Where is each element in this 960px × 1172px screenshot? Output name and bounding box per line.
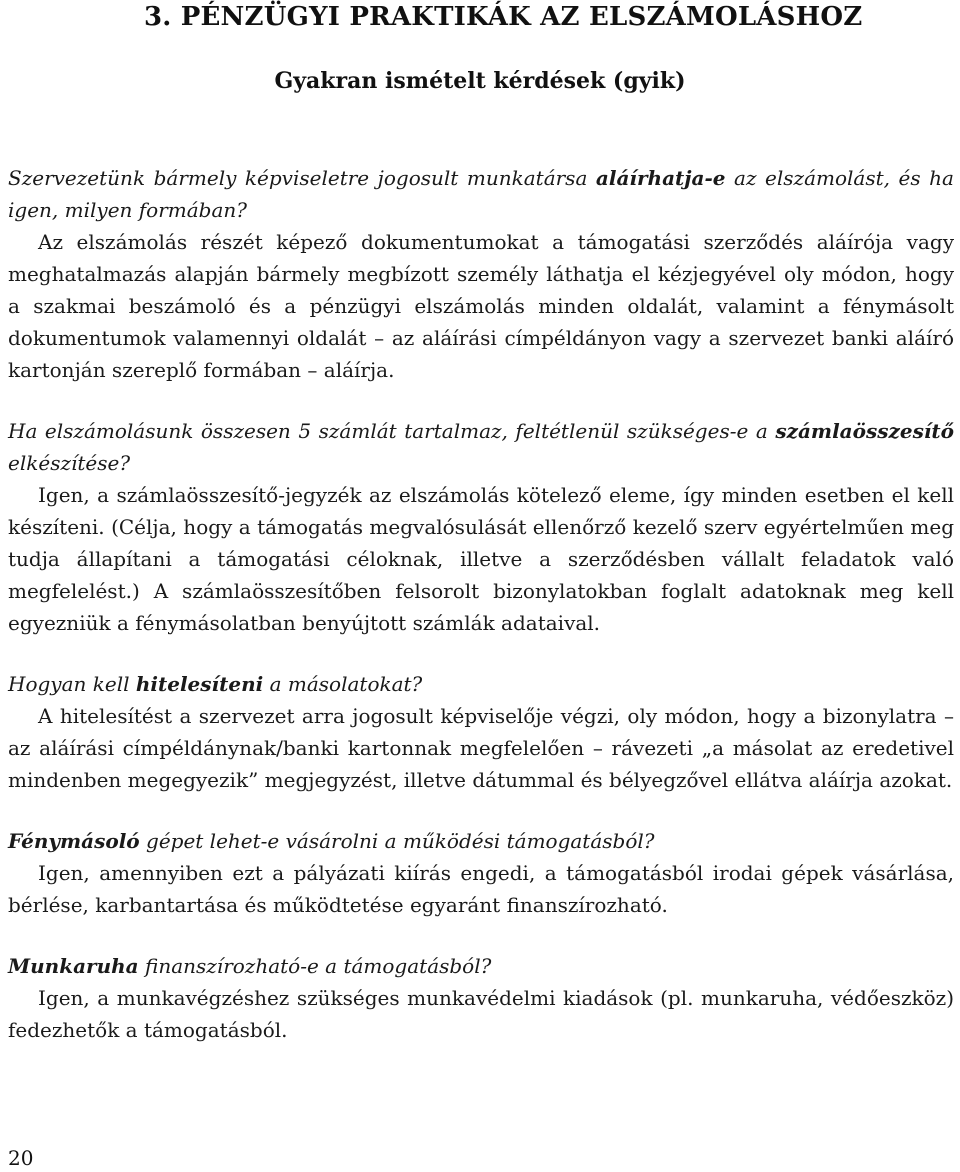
question-text-after: gépet lehet-e vásárolni a működési támogatásból? <box>139 829 655 853</box>
faq-question <box>8 668 954 700</box>
faq-item-signing <box>8 162 954 386</box>
faq-answer: Az elszámolás részét képező dokumentumokat a támogatási szerződés aláírója vagy meghatalmazás alapján bármely megbízott személy láthatja el kézjegyével oly módon, hogy a szakmai beszámoló és a pénzügyi elszámolás minden oldalát, valamint a fénymásolt dokumentumok valamennyi oldalát – az aláírási címpéldányon vagy a szervezet banki aláíró kartonján szereplő formában – aláírja. <box>8 230 954 382</box>
faq-question <box>8 162 954 226</box>
question-keyword: Munkaruha <box>8 954 139 978</box>
question-text-after: a másolatokat? <box>263 672 423 696</box>
faq-answer: Igen, a számlaösszesítő-jegyzék az elszámolás kötelező eleme, így minden esetben el kell készíteni. (Célja, hogy a támogatás megvalósulását ellenőrző kezelő szerv egyértelműen meg tudja állapítani a támogatási céloknak, illetve a szerződésben vállalt feladatok való megfelelést.) A számlaösszesítőben felsorolt bizonylatokban foglalt adatoknak meg kell egyezniük a fénymásolatban benyújtott számlák adataival. <box>8 483 954 635</box>
question-keyword: Fénymásoló <box>8 829 140 853</box>
faq-item-invoice-summary <box>8 415 954 639</box>
faq-answer: Igen, amennyiben ezt a pályázati kiírás engedi, a támogatásból irodai gépek vásárlása, bérlése, karbantartása és működtetése egyaránt finanszírozható. <box>8 861 954 917</box>
question-keyword: számlaösszesítő <box>775 419 954 443</box>
faq-heading: Gyakran ismételt kérdések (gyik) <box>274 68 686 94</box>
faq-item-copier <box>8 825 954 921</box>
question-keyword: hitelesíteni <box>135 672 264 696</box>
faq-item-workwear <box>8 950 954 1046</box>
faq-answer: Igen, a munkavégzéshez szükséges munkavédelmi kiadások (pl. munkaruha, védőeszköz) fedezhetők a támogatásból. <box>8 986 954 1042</box>
question-text-before: Szervezetünk bármely képviseletre jogosult munkatársa <box>8 166 596 190</box>
question-text-before: Ha elszámolásunk összesen 5 számlát tartalmaz, feltétlenül szükséges-e a <box>8 419 776 443</box>
question-keyword: aláírhatja-e <box>595 166 726 190</box>
question-text-after: finanszírozható-e a támogatásból? <box>138 954 492 978</box>
page-number: 20 <box>8 1146 34 1170</box>
faq-question <box>8 415 954 479</box>
faq-list <box>8 162 954 1075</box>
faq-item-certification <box>8 668 954 796</box>
faq-question <box>8 825 954 857</box>
question-text-before: Hogyan kell <box>8 672 136 696</box>
chapter-title: 3. PÉNZÜGYI PRAKTIKÁK AZ ELSZÁMOLÁSHOZ <box>144 2 863 32</box>
question-text-after: az elszámolást, és ha igen, milyen formában? <box>8 166 954 222</box>
question-text-after: elkészítése? <box>8 451 131 475</box>
faq-answer: A hitelesítést a szervezet arra jogosult képviselője végzi, oly módon, hogy a bizonylatra – az aláírási címpéldánynak/banki kartonnak megfelelően – rávezeti „a másolat az eredetivel mindenben megegyezik” megjegyzést, illetve dátummal és bélyegzővel ellátva aláírja azokat. <box>8 704 954 792</box>
faq-question <box>8 950 954 982</box>
